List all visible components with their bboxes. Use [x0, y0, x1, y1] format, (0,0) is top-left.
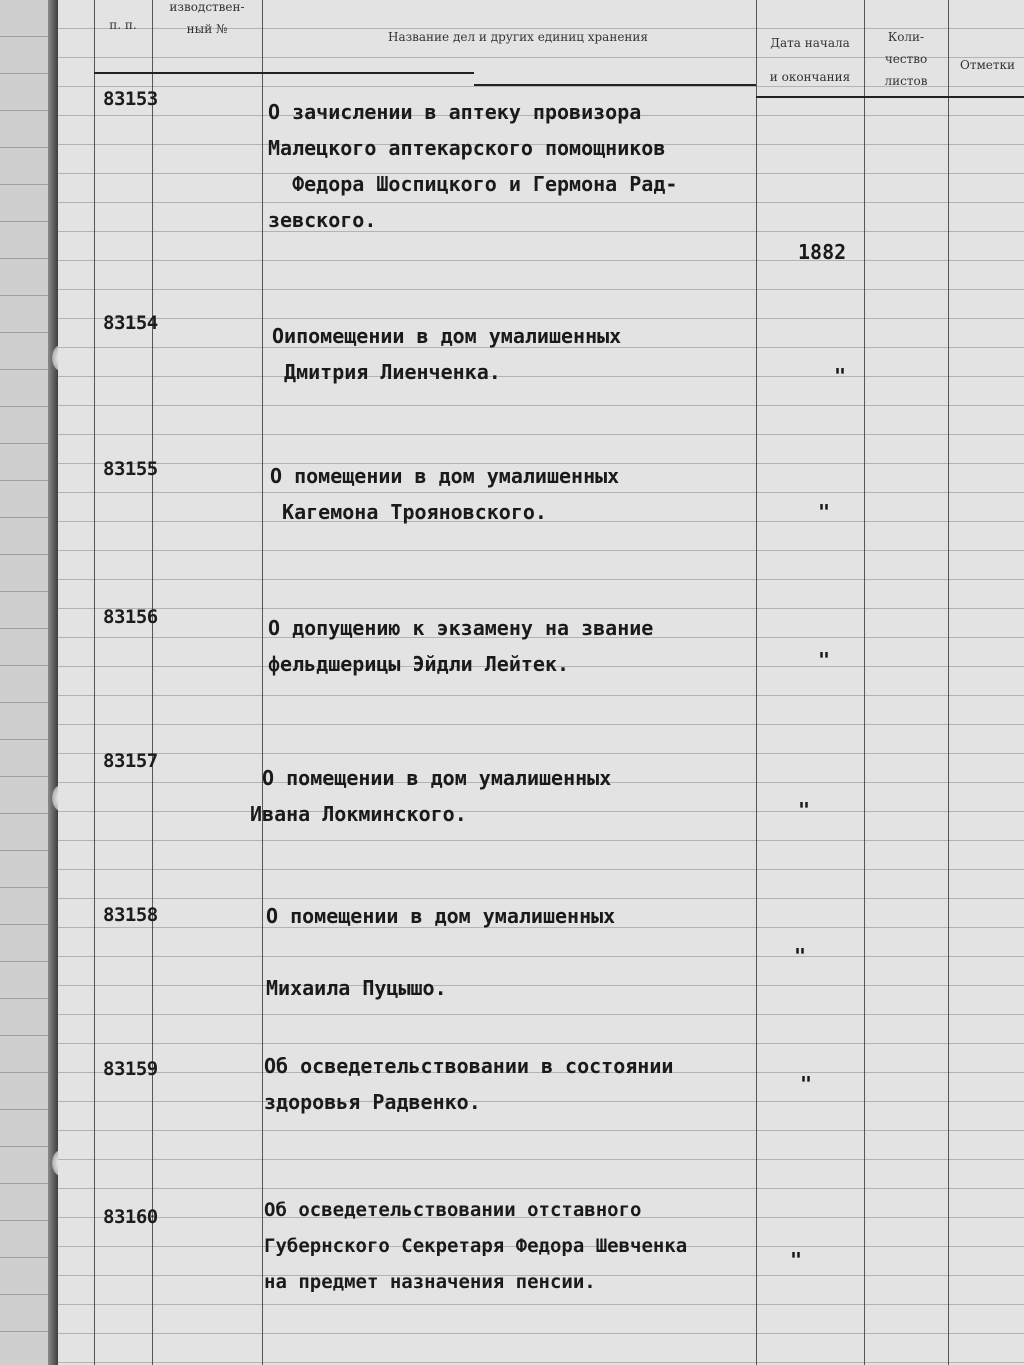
entry-date: "	[834, 364, 847, 388]
entry-title: О помещении в дом умалишенных Ивана Локминского.	[250, 766, 612, 826]
entry-date: 1882	[798, 240, 847, 264]
entry-title: О помещении в дом умалишенных Михаила Пуцышо.	[266, 904, 616, 1000]
entry-number: 83160	[103, 1206, 158, 1228]
entry-date: "	[794, 944, 807, 968]
header-rule	[94, 72, 474, 74]
entry-number: 83158	[103, 904, 158, 926]
entry-number: 83153	[103, 88, 158, 110]
entry-number: 83156	[103, 606, 158, 628]
entry-date: "	[790, 1248, 803, 1272]
column-rule	[94, 0, 95, 1365]
entry-title: Об осведетельствовании отставного Губернского Секретаря Федора Шевченка на предмет назначения пенсии.	[264, 1199, 688, 1293]
column-rule	[756, 0, 757, 1365]
column-rule	[262, 0, 263, 1365]
column-rule	[864, 0, 865, 1365]
header-col-dates: Дата начала и окончания	[769, 36, 851, 84]
entry-date: "	[800, 1072, 813, 1096]
entry-number: 83154	[103, 312, 158, 334]
entry-number: 83157	[103, 750, 158, 772]
entry-number: 83159	[103, 1058, 158, 1080]
header-rule	[756, 96, 1024, 98]
header-rule	[474, 84, 756, 86]
header-col-sheets: Коли- чество листов	[884, 30, 928, 88]
entry-date: "	[818, 648, 831, 672]
entry-date: "	[798, 798, 811, 822]
entry-title: О допущению к экзамену на звание фельдшерицы Эйдли Лейтек.	[268, 616, 654, 676]
column-rule	[152, 0, 153, 1365]
entry-date: "	[818, 500, 831, 524]
entry-title: Оипомещении в дом умалишенных Дмитрия Лиенченка.	[272, 324, 622, 384]
column-rule	[948, 0, 949, 1365]
entry-number: 83155	[103, 458, 158, 480]
header-col-title: Название дел и других единиц хранения	[387, 30, 648, 44]
header-col-production-number: изводствен- ный №	[169, 0, 245, 36]
facing-page-edge	[0, 0, 58, 1365]
entry-title: О зачислении в аптеку провизора Малецкого аптекарского помощников Федора Шоспицкого и Гермона Рад- зевского.	[268, 100, 678, 232]
register-page	[58, 0, 1024, 1365]
header-col-notes: Отметки	[960, 58, 1016, 72]
header-col-number: п. п.	[109, 18, 137, 32]
entry-title: Об осведетельствовании в состоянии здоровья Радвенко.	[264, 1054, 674, 1114]
entry-title: О помещении в дом умалишенных Кагемона Трояновского.	[270, 464, 620, 524]
